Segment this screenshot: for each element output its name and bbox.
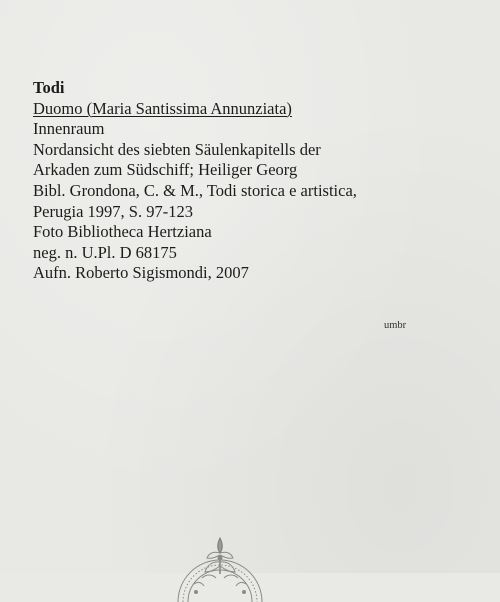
negative-number: neg. n. U.Pl. D 68175 xyxy=(33,242,177,262)
location-text: Innenraum xyxy=(33,119,105,139)
photo-source: Foto Bibliotheca Hertziana xyxy=(33,222,212,242)
bibliography-line-1: Bibl. Grondona, C. & M., Todi storica e artistica, xyxy=(33,180,357,200)
description-line-1: Nordansicht des siebten Säulenkapitells der xyxy=(33,139,321,159)
city-title: Todi xyxy=(33,78,65,97)
caption-block xyxy=(33,78,473,284)
bibliography-line-2: Perugia 1997, S. 97-123 xyxy=(33,201,193,221)
description-line-2: Arkaden zum Südschiff; Heiliger Georg xyxy=(33,160,298,180)
region-code: umbr xyxy=(384,320,407,331)
photographer-credit: Aufn. Roberto Sigismondi, 2007 xyxy=(33,263,249,283)
ornamental-seal-icon xyxy=(172,522,268,602)
building-name: Duomo (Maria Santissima Annunziata) xyxy=(33,98,292,118)
